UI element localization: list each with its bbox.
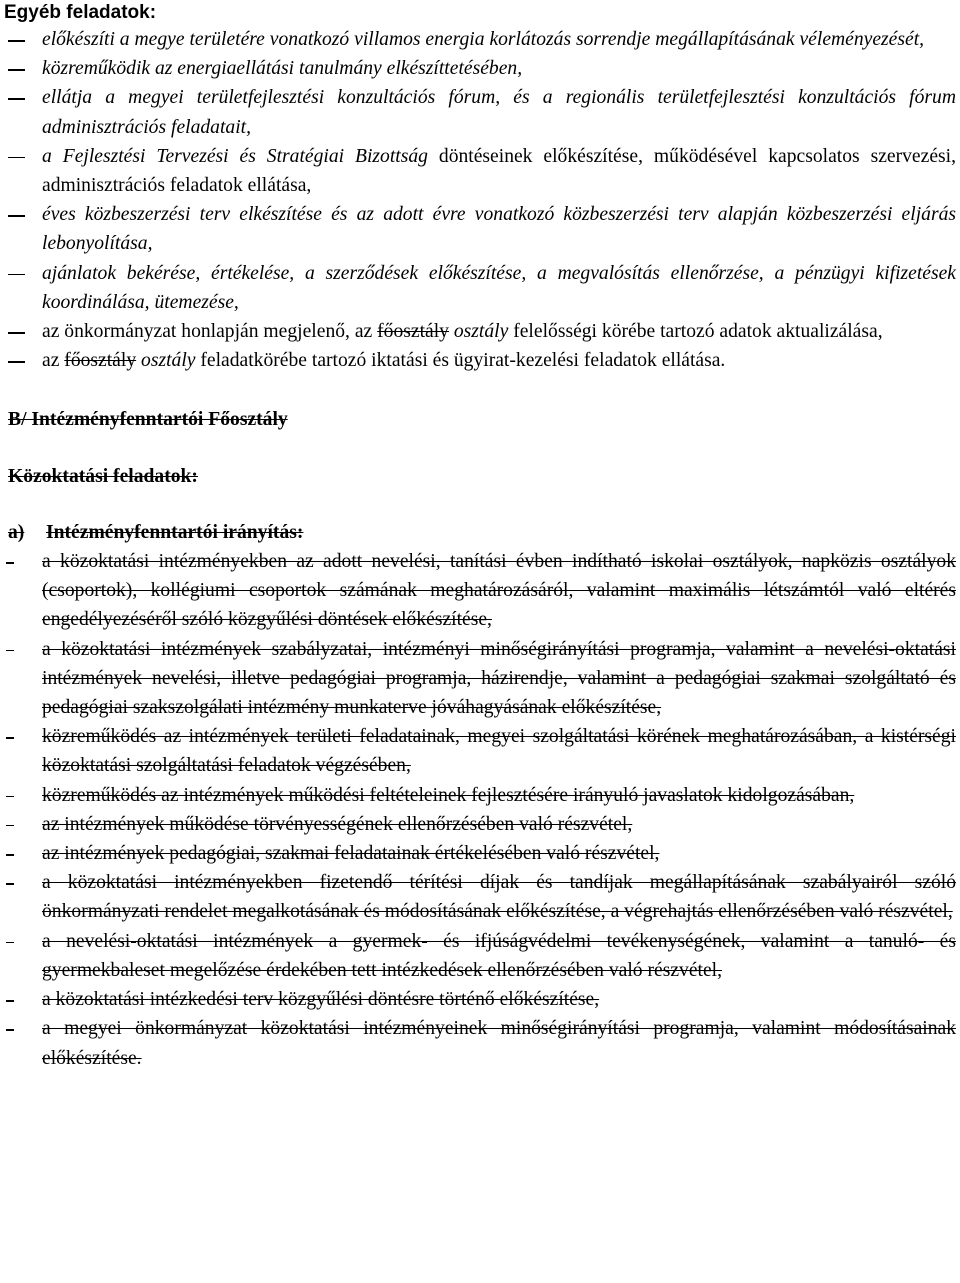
page-heading: Egyéb feladatok: xyxy=(4,2,157,23)
education-task-text: közreműködés az intézmények működési feltételeinek fejlesztésére irányuló javaslatok kidolgozásában, xyxy=(42,784,855,806)
task-item xyxy=(4,317,956,346)
task-item xyxy=(4,259,956,317)
task-item-text: feladatkörébe tartozó iktatási és ügyirat-kezelési feladatok ellátása. xyxy=(195,350,726,372)
task-item-text: az xyxy=(42,350,65,372)
task-item-text: ellátja a megyei területfejlesztési konzultációs fórum, és a regionális területfejlesztési konzultációs fórum adminisztrációs feladatait, xyxy=(42,87,956,138)
task-item xyxy=(4,200,956,258)
task-item-text: éves közbeszerzési terv elkészítése és az adott évre vonatkozó közbeszerzési terv alapján közbeszerzési eljárás lebonyolítása, xyxy=(42,204,956,255)
education-task-text: a közoktatási intézkedési terv közgyűlési döntésre történő előkészítése, xyxy=(42,989,600,1011)
education-task-item xyxy=(4,927,956,985)
task-item xyxy=(4,346,956,375)
task-item-text: ajánlatok bekérése, értékelése, a szerződések előkészítése, a megvalósítás ellenőrzése, a pénzügyi kifizetések koordinálása, ütemezése, xyxy=(42,262,956,313)
subsection-a-title xyxy=(4,518,956,547)
task-item-text: főosztály xyxy=(377,321,449,343)
tasks-list xyxy=(4,25,956,375)
education-task-text: a megyei önkormányzat közoktatási intézményeinek minőségirányítási programja, valamint módosításainak előkészítése. xyxy=(42,1018,956,1069)
task-item xyxy=(4,83,956,141)
task-item xyxy=(4,25,956,54)
education-task-text: a közoktatási intézményekben az adott nevelési, tanítási évben indítható iskolai osztályok, napközis osztályok (csoportok), kollégiumi csoportok számának meghatározásáról, valamint maximális létszámtól való eltérés engedélyezéséről szóló közgyűlési döntések előkészítése, xyxy=(42,551,956,631)
section-b-subtitle: Közoktatási feladatok: xyxy=(8,465,198,487)
task-item-text: osztály xyxy=(453,321,509,343)
task-item xyxy=(4,54,956,83)
task-item-text: a Fejlesztési Tervezési és Stratégiai Bizottság xyxy=(42,145,428,167)
education-task-text: a nevelési-oktatási intézmények a gyermek- és ifjúságvédelmi tevékenységének, valamint a tanuló- és gyermekbaleset megelőzése érdekében tett intézkedések ellenőrzésében való részvétel, xyxy=(42,930,956,981)
education-task-text: az intézmények működése törvényességének ellenőrzésében való részvétel, xyxy=(42,813,633,835)
education-tasks-list xyxy=(4,547,956,1073)
task-item-text: döntéseinek előkészítése, működésével kapcsolatos szervezési, adminisztrációs feladatok ellátása, xyxy=(42,145,956,197)
education-task-item xyxy=(4,781,956,810)
education-task-item xyxy=(4,985,956,1014)
education-task-text: a közoktatási intézmények szabályzatai, intézményi minőségirányítási programja, valamint a nevelési-oktatási intézmények nevelési, illetve pedagógiai programja, házirendje, valamint a pedagógiai szakmai szolgáltató és pedagógiai szakszolgálati intézmény munkaterve jóváhagyásának előkészítése, xyxy=(42,638,956,719)
education-task-item xyxy=(4,868,956,926)
education-task-text: az intézmények pedagógiai, szakmai feladatainak értékelésében való részvétel, xyxy=(42,843,660,865)
education-task-text: a közoktatási intézményekben fizetendő térítési díjak és tandíjak megállapításának szabályairól szóló önkormányzati rendelet megalkotásának és módosításának előkészítése, a végrehajtás ellenőrzésében való részvétel, xyxy=(42,872,956,923)
task-item-text: előkészíti a megye területére vonatkozó villamos energia korlátozás sorrendje megállapításának véleményezését, xyxy=(42,29,925,50)
subsection-a-text: Intézményfenntartói irányítás: xyxy=(46,521,304,543)
education-task-item xyxy=(4,1014,956,1072)
education-task-item xyxy=(4,635,956,723)
task-item-text: főosztály xyxy=(64,350,137,372)
education-task-item xyxy=(4,547,956,635)
education-task-item xyxy=(4,810,956,839)
task-item-text: közreműködik az energiaellátási tanulmány elkészíttetésében, xyxy=(42,58,523,80)
task-item xyxy=(4,142,956,200)
subsection-a-label: a) xyxy=(8,521,25,543)
education-task-text: közreműködés az intézmények területi feladatainak, megyei szolgáltatási körének meghatározásában, a kistérségi közoktatási szolgáltatási feladatok végzésében, xyxy=(42,726,956,777)
education-task-item xyxy=(4,839,956,868)
section-b-title: B/ Intézményfenntartói Főosztály xyxy=(8,409,288,431)
task-item-text: osztály xyxy=(141,350,196,372)
education-task-item xyxy=(4,722,956,780)
task-item-text: az önkormányzat honlapján megjelenő, az xyxy=(42,321,378,343)
task-item-text: felelősségi körébe tartozó adatok aktualizálása, xyxy=(508,321,883,343)
